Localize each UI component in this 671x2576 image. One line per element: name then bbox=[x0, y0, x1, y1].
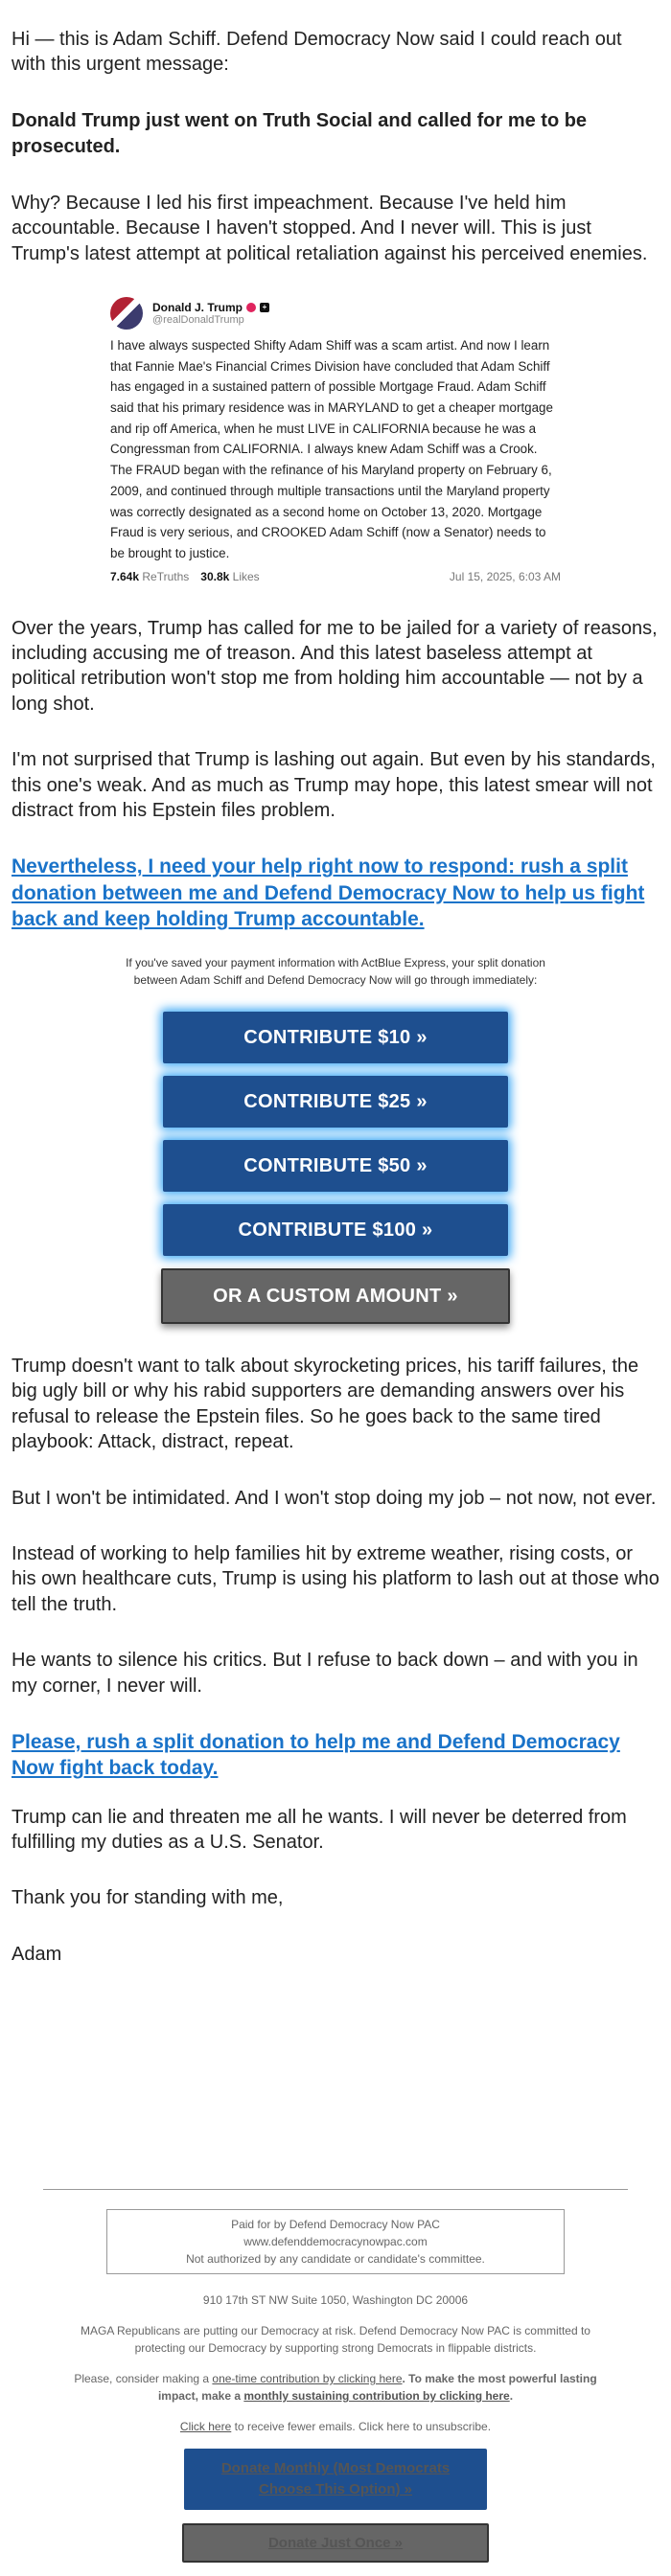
avatar bbox=[110, 297, 143, 330]
post-timestamp: Jul 15, 2025, 6:03 AM bbox=[449, 569, 561, 583]
post-author bbox=[152, 301, 269, 314]
paragraph-2: I'm not surprised that Trump is lashing out again. But even by his standards, this one's weak. And as much as Trump may hope, this latest smear will not distract from his Epstein files problem. bbox=[12, 749, 656, 822]
donate-monthly-button[interactable]: Donate Monthly (Most Democrats Choose This Option) » bbox=[184, 2449, 487, 2510]
intro-paragraph: Hi — this is Adam Schiff. Defend Democracy Now said I could reach out with this urgent message: bbox=[12, 29, 622, 76]
headline: Donald Trump just went on Truth Social and called for me to be prosecuted. bbox=[12, 109, 588, 157]
donate-link-primary[interactable]: Nevertheless, I need your help right now to respond: rush a split donation between me and Defend Democracy Now to help us fight back and keep holding Trump accountable. bbox=[12, 855, 645, 931]
custom-amount-button[interactable]: OR A CUSTOM AMOUNT » bbox=[161, 1268, 510, 1324]
mailing-address: 910 17th ST NW Suite 1050, Washington DC 20006 bbox=[202, 2293, 469, 2308]
donate-link-secondary[interactable]: Please, rush a split donation to help me and Defend Democracy Now fight back today. bbox=[12, 1731, 620, 1780]
contribute-25-button[interactable]: CONTRIBUTE $25 » bbox=[163, 1076, 508, 1128]
post-header bbox=[110, 297, 561, 330]
contribute-50-button[interactable]: CONTRIBUTE $50 » bbox=[163, 1140, 508, 1192]
signature: Adam bbox=[12, 1943, 62, 1965]
post-handle: @realDonaldTrump bbox=[152, 313, 244, 326]
why-paragraph: Why? Because I led his first impeachment. Because I've held him accountable. Because I haven't stopped. And I never will. This is just Trump's latest attempt at political retaliation against his perceived enemies. bbox=[12, 192, 648, 264]
paragraph-5: Instead of working to help families hit by extreme weather, rising costs, or his own healthcare cuts, Trump is using his platform to lash out at those who tell the truth. bbox=[12, 1543, 659, 1615]
plus-icon: + bbox=[260, 303, 269, 312]
retruths-label: ReTruths bbox=[142, 569, 190, 583]
email-body bbox=[12, 0, 659, 2563]
truth-social-post bbox=[110, 297, 561, 583]
paragraph-3: Trump doesn't want to talk about skyrocketing prices, his tariff failures, the big ugly bill or why his rabid supporters are demanding answers over his refusal to release the Epstein files. So he goes back to the same tired playbook: Attack, distract, repeat. bbox=[12, 1356, 639, 1453]
contribution-options: Please, consider making a one-time contribution by clicking here. To make the most powerful lasting impact, make a monthly sustaining contribution by clicking here. bbox=[74, 2372, 597, 2404]
one-time-contribution-link[interactable]: one-time contribution by clicking here bbox=[212, 2372, 403, 2386]
post-stats bbox=[110, 570, 561, 583]
retruths-count: 7.64k bbox=[110, 569, 140, 583]
paragraph-7: Trump can lie and threaten me all he wants. I will never be deterred from fulfilling my duties as a U.S. Senator. bbox=[12, 1806, 627, 1853]
thanks-line: Thank you for standing with me, bbox=[12, 1887, 284, 1909]
likes-label: Likes bbox=[232, 569, 260, 583]
paid-for-line: Paid for by Defend Democracy Now PAC bbox=[231, 2218, 440, 2232]
monthly-contribution-link[interactable]: monthly sustaining contribution by clicking here bbox=[243, 2389, 510, 2404]
unsubscribe-text[interactable]: to receive fewer emails. Click here to unsubscribe. bbox=[231, 2420, 492, 2434]
contribute-10-button[interactable]: CONTRIBUTE $10 » bbox=[163, 1012, 508, 1063]
donate-once-button[interactable]: Donate Just Once » bbox=[182, 2523, 489, 2564]
paid-for-disclaimer bbox=[106, 2209, 565, 2274]
footer bbox=[12, 2209, 659, 2563]
footer-divider bbox=[43, 2189, 628, 2190]
paragraph-1: Over the years, Trump has called for me to be jailed for a variety of reasons, including accusing me of treason. And this latest baseless attempt at political retribution won't stop me from holding him accountable — not by a long shot. bbox=[12, 617, 658, 715]
contribute-100-button[interactable]: CONTRIBUTE $100 » bbox=[163, 1204, 508, 1256]
fewer-emails-link[interactable]: Click here bbox=[179, 2420, 232, 2434]
paragraph-6: He wants to silence his critics. But I refuse to back down – and with you in my corner, I never will. bbox=[12, 1650, 638, 1697]
post-author-name: Donald J. Trump bbox=[152, 300, 243, 314]
not-authorized-line: Not authorized by any candidate or candidate's committee. bbox=[186, 2252, 485, 2267]
actblue-express-note: If you've saved your payment information with ActBlue Express, your split donation between Adam Schiff and Defend Democracy Now will go through immediately: bbox=[126, 956, 545, 987]
likes-count: 30.8k bbox=[200, 569, 230, 583]
mission-statement: MAGA Republicans are putting our Democracy at risk. Defend Democracy Now PAC is committed to protecting our Democracy by supporting strong Democrats in flippable districts. bbox=[81, 2324, 590, 2356]
email-preferences bbox=[12, 2418, 659, 2435]
paragraph-4: But I won't be intimidated. And I won't stop doing my job – not now, not ever. bbox=[12, 1487, 657, 1509]
post-text: I have always suspected Shifty Adam Shiff was a scam artist. And now I learn that Fannie Mae's Financial Crimes Division have concluded that Adam Schiff has engaged in a sustained pattern of possible Mortgage Fraud. Adam Schiff said that his primary residence was in MARYLAND to get a cheaper mortgage and rip off America, when he must LIVE in CALIFORNIA because he was a Congressman from CALIFORNIA. I always knew Adam Schiff was a Crook. The FRAUD began with the refinance of his Maryland property on February 6, 2009, and continued through multiple transactions until the Maryland property was correctly designated as a second home on October 13, 2020. Mortgage Fraud is very serious, and CROOKED Adam Schiff (now a Senator) needs to be brought to justice. bbox=[110, 337, 553, 560]
verified-badge-icon bbox=[246, 303, 256, 312]
pac-website: www.defenddemocracynowpac.com bbox=[243, 2235, 428, 2249]
